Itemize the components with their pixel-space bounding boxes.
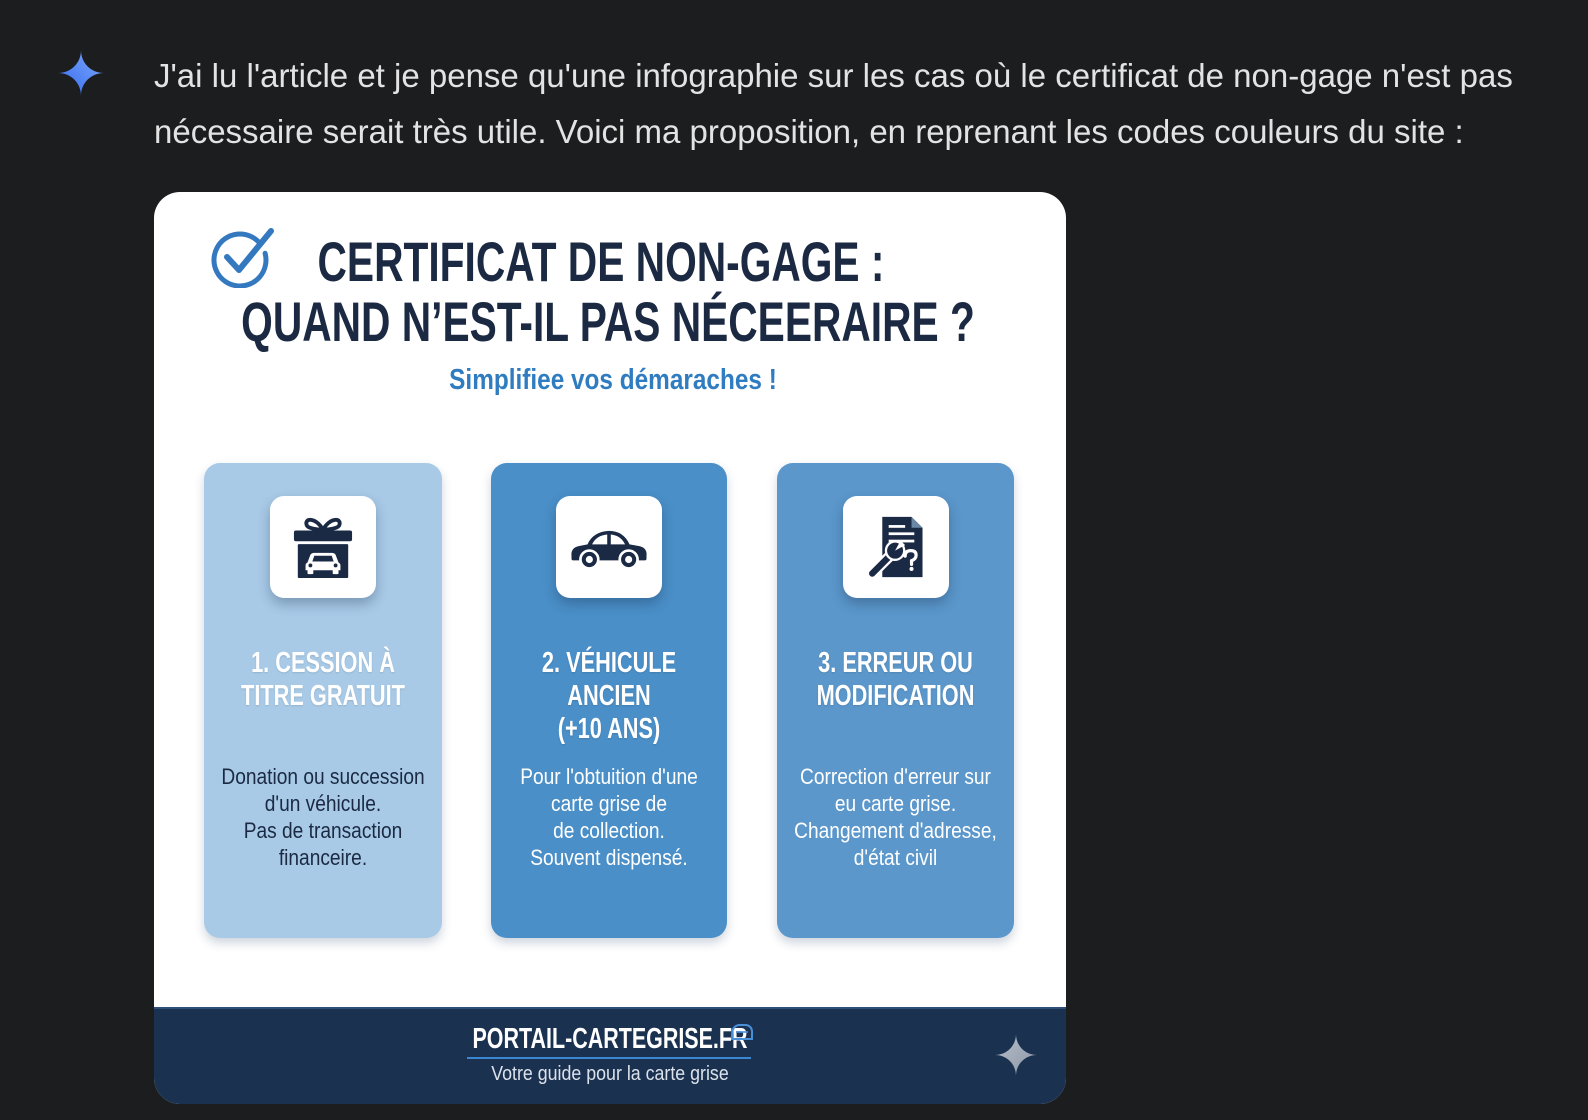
case-description [204, 763, 442, 871]
case-description-line: Souvent dispensé. [530, 845, 688, 870]
infographic-footer [154, 1007, 1066, 1104]
case-description-line: d'un véhicule. [264, 791, 382, 816]
gemini-sparkle-icon [57, 49, 105, 97]
gift-car-icon [270, 496, 376, 598]
case-description-line: carte grise de [551, 791, 667, 816]
case-heading-line: MODIFICATION [816, 680, 975, 712]
case-description-line: de collection. [553, 818, 665, 843]
infographic-subtitle: Simplifiee vos démaraches ! [449, 364, 777, 396]
case-description-line: eu carte grise. [834, 791, 957, 816]
brand-underline [467, 1057, 751, 1059]
response-text-line: J'ai lu l'article et je pense qu'une infographie sur les cas où le certificat de non-gage n'est pas [154, 57, 1513, 94]
case-description [491, 763, 727, 871]
case-heading [491, 647, 727, 746]
brand-tagline: Votre guide pour la carte grise [491, 1063, 729, 1085]
case-card-error-modification [777, 463, 1014, 938]
case-heading [204, 647, 442, 713]
case-description-line: Pas de transaction [243, 818, 403, 843]
case-description-line: d'état civil [853, 845, 938, 870]
case-heading-line: TITRE GRATUIT [241, 680, 405, 712]
car-icon [556, 496, 662, 598]
brand-name: PORTAIL-CARTEGRISE.FR [472, 1023, 748, 1055]
case-description [777, 763, 1014, 871]
sparkle-watermark-icon [994, 1033, 1038, 1077]
check-circle-icon [208, 224, 276, 288]
infographic-image[interactable] [154, 192, 1066, 1104]
case-card-old-vehicle [491, 463, 727, 938]
car-outline-logo-icon [729, 1020, 755, 1044]
case-heading-line: 3. ERREUR OU [818, 647, 973, 679]
case-description-line: Changement d'adresse, [794, 818, 997, 843]
case-card-free-transfer [204, 463, 442, 938]
case-description-line: Pour l'obtuition d'une [520, 764, 698, 789]
case-description-line: Donation ou succession [221, 764, 425, 789]
case-heading-line: 2. VÉHICULE [541, 647, 677, 679]
case-heading-line: 1. CESSION À [251, 647, 395, 679]
response-text-line: nécessaire serait très utile. Voici ma proposition, en reprenant les codes couleurs du site : [154, 113, 1464, 150]
case-heading-line: ANCIEN [567, 680, 651, 712]
infographic-title-line: QUAND N’EST-IL PAS NÉCEERAIRE ? [241, 290, 975, 353]
document-wrench-question-icon [843, 496, 949, 598]
response-text [154, 48, 1513, 160]
infographic-title-line: CERTIFICAT DE NON-GAGE : [317, 230, 885, 293]
case-description-line: financeire. [278, 845, 368, 870]
case-description-line: Correction d'erreur sur [800, 764, 991, 789]
case-heading-line: (+10 ANS) [557, 713, 661, 745]
case-heading [777, 647, 1014, 713]
